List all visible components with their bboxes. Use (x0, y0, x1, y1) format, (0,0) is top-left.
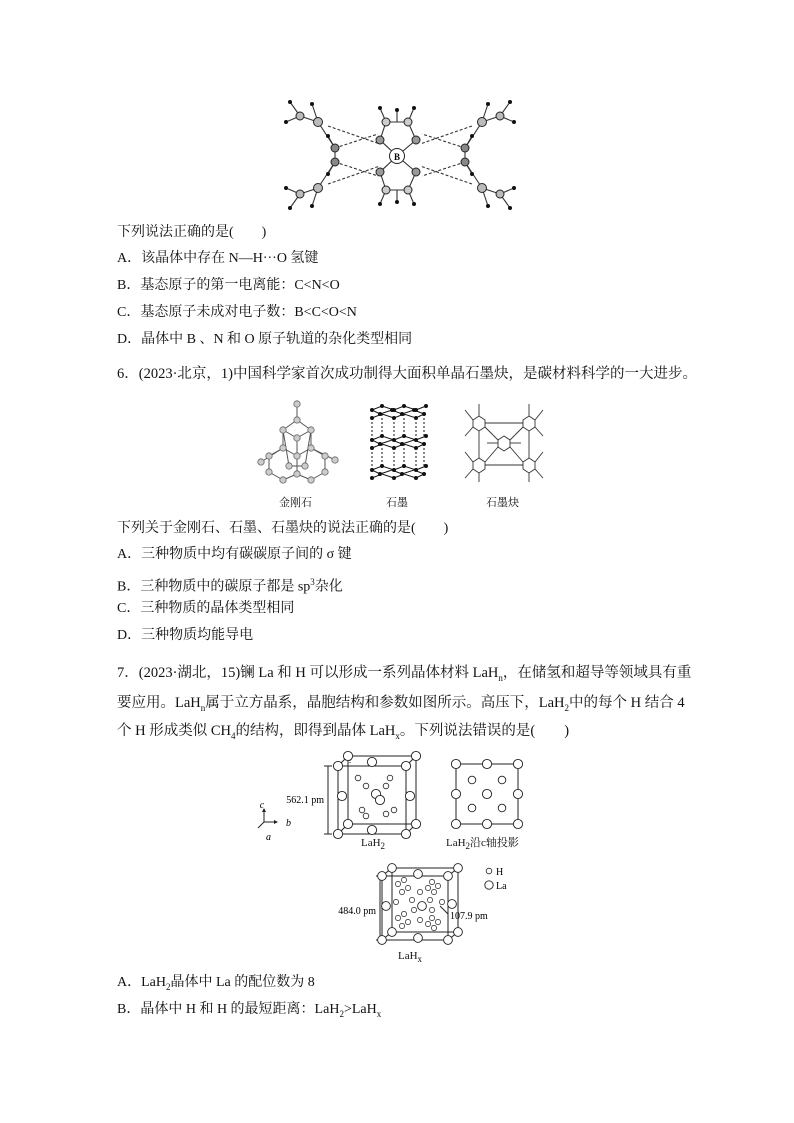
q6-stem: 下列关于金刚石、石墨、石墨炔的说法正确的是( ) (117, 521, 449, 536)
q7-line2-mid: 属于立方晶系，晶胞结构和参数如图所示。高压下，LaH (205, 695, 565, 711)
q7-line3 (117, 721, 569, 746)
q7-line3-a: 个 H 形成类似 CH (117, 723, 231, 739)
axis-b-label: b (286, 818, 291, 829)
q7-line2-pre: 要应用。LaH (117, 695, 201, 711)
axis-c-label: c (259, 800, 265, 811)
q7-line3-sub: 4 (231, 730, 236, 741)
lah2-caption-sub: 2 (380, 841, 386, 852)
q7-option-a-sub: 2 (166, 981, 171, 992)
q7-option-a-pre: A．LaH (117, 975, 166, 990)
lah2-caption-main: LaH (361, 837, 381, 849)
q7-option-a-post: 晶体中 La 的配位数为 8 (170, 975, 315, 990)
lahx-cell-figure (336, 862, 506, 946)
lah2-projection-caption (446, 833, 519, 856)
diamond-caption: 金刚石 (279, 497, 312, 509)
q7-option-b-sub: 2 (339, 1008, 344, 1019)
lah2-param-label: 562.1 pm (286, 795, 324, 806)
q6-option-b-sup: 3 (310, 577, 315, 587)
q5-option-d[interactable]: D．晶体中 B 、N 和 O 原子轨道的杂化类型相同 (117, 332, 413, 347)
lahx-caption (398, 946, 422, 969)
lahx-caption-sub: x (417, 954, 423, 965)
lahx-param2-label: 107.9 pm (450, 911, 488, 922)
lah2-caption (361, 833, 385, 856)
q7-option-a[interactable] (117, 973, 315, 997)
q7-line3-b: 的结构，即得到晶体 LaH (235, 723, 396, 739)
proj-caption-pre: LaH (446, 837, 466, 849)
lah2-projection-figure (450, 758, 526, 830)
q5-option-b[interactable]: B．基态原子的第一电离能：C<N<O (117, 278, 340, 293)
q6-intro: 6．(2023·北京，1)中国科学家首次成功制得大面积单晶石墨炔，是碳材料科学的一大进步。 (117, 366, 697, 382)
q7-line1-post: ，在储氢和超导等领域具有重 (502, 665, 692, 681)
legend-la-label: La (496, 881, 507, 892)
q7-line3-c: 。下列说法错误的是( ) (399, 723, 570, 739)
q5-crystal-figure (280, 96, 520, 214)
q6-option-b-pre: B．三种物质中的碳原子都是 sp (117, 579, 311, 595)
proj-caption-post: 沿c轴投影 (470, 837, 519, 849)
diamond-structure-figure (255, 398, 345, 488)
q7-line2-sub2: 2 (564, 702, 570, 713)
q6-option-d[interactable]: D．三种物质均能导电 (117, 628, 254, 643)
legend-h-label: H (496, 867, 504, 878)
center-atom-label: B (393, 152, 401, 162)
q6-option-b[interactable] (117, 572, 343, 598)
graphite-caption: 石墨 (386, 497, 408, 509)
graphdiyne-caption: 石墨炔 (486, 497, 519, 509)
q7-option-b-sub2: x (376, 1008, 382, 1019)
q7-line2-sub: n (200, 702, 206, 713)
q7-option-b[interactable] (117, 1000, 381, 1024)
q5-stem: 下列说法正确的是( ) (117, 225, 267, 240)
q7-line3-sub2: x (395, 730, 400, 741)
q7-line1-sub: n (498, 672, 503, 683)
lahx-param1-label: 484.0 pm (338, 906, 376, 917)
q6-option-b-post: 杂化 (314, 579, 343, 595)
graphite-structure-figure (368, 402, 428, 484)
q5-option-a[interactable]: A．该晶体中存在 N—H···O 氢键 (117, 251, 319, 266)
proj-caption-sub: 2 (465, 841, 471, 852)
q7-line2 (117, 693, 685, 718)
q6-option-c[interactable]: C．三种物质的晶体类型相同 (117, 601, 295, 616)
q7-line1 (117, 663, 691, 688)
q7-line1-pre: 7．(2023·湖北，15)镧 La 和 H 可以形成一系列晶体材料 LaH (117, 665, 499, 681)
q6-option-a[interactable]: A．三种物质中均有碳碳原子间的 σ 键 (117, 547, 352, 562)
q7-line2-post: 中的每个 H 结合 4 (569, 695, 685, 711)
q7-option-b-pre: B．晶体中 H 和 H 的最短距离：LaH (117, 1002, 340, 1017)
graphdiyne-structure-figure (463, 402, 545, 484)
q7-option-b-mid: >LaH (343, 1002, 377, 1017)
lahx-caption-main: LaH (398, 950, 418, 962)
lah2-cell-figure (259, 748, 442, 856)
q5-option-c[interactable]: C．基态原子未成对电子数：B<C<O<N (117, 305, 357, 320)
axis-a-label: a (266, 832, 271, 843)
